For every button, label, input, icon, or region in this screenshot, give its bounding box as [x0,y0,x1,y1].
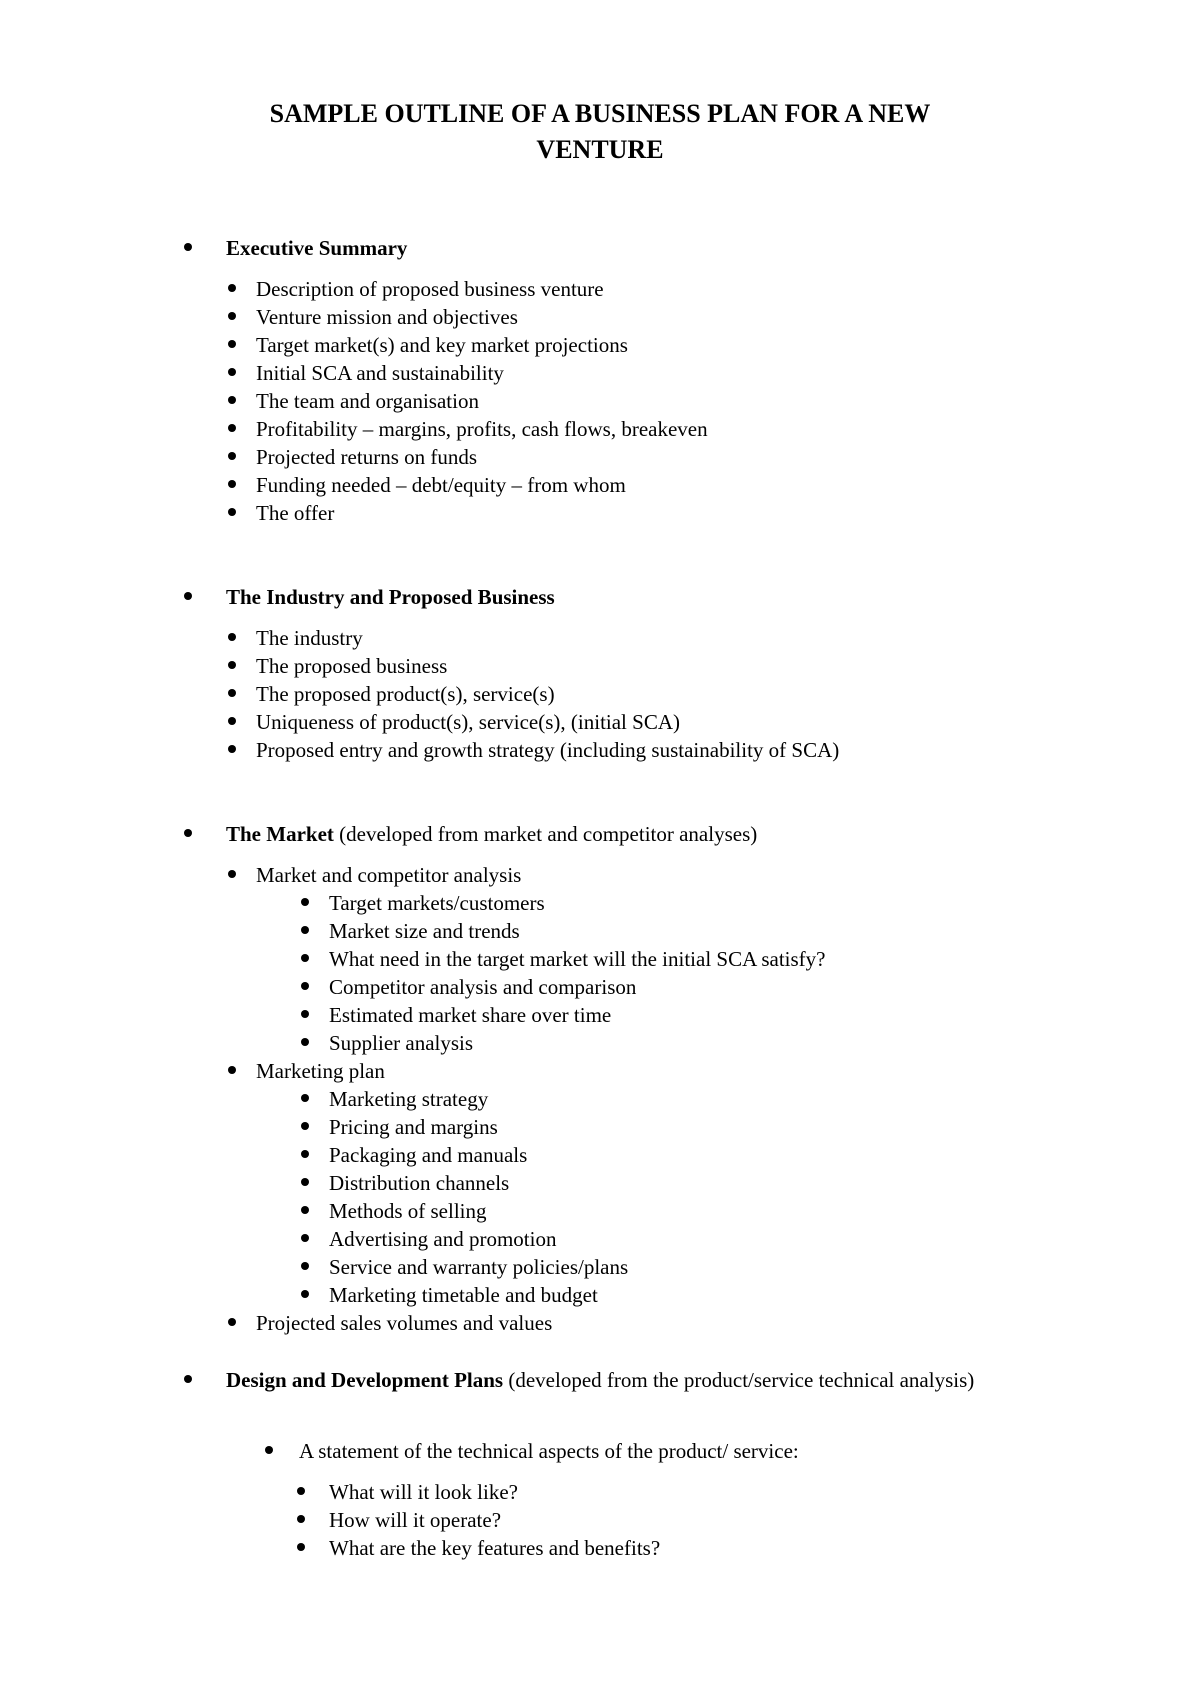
bullet-icon [301,1038,309,1046]
list-item: The team and organisation [256,389,479,413]
bullet-icon [228,717,236,725]
list-item: How will it operate? [329,1508,502,1532]
list-item: A statement of the technical aspects of the product/ service: [299,1439,799,1463]
bullet-icon [228,452,236,460]
list-item: The offer [256,501,335,525]
list-item: Market size and trends [329,919,520,943]
bullet-icon [301,1206,309,1214]
bullet-icon [184,592,192,600]
bullet-icon [228,508,236,516]
list-item: Proposed entry and growth strategy (including sustainability of SCA) [256,738,840,762]
list-item: What will it look like? [329,1480,518,1504]
list-item: Projected sales volumes and values [256,1311,553,1335]
list-item: Supplier analysis [329,1031,474,1055]
bullet-icon [228,312,236,320]
bullet-icon [301,1178,309,1186]
list-item: Marketing plan [256,1059,385,1083]
bullet-icon [228,1318,236,1326]
list-item: Methods of selling [329,1199,487,1223]
list-item: Pricing and margins [329,1115,498,1139]
list-item: Target markets/customers [329,891,545,915]
list-item: Advertising and promotion [329,1227,557,1251]
bullet-icon [301,1290,309,1298]
bullet-icon [228,689,236,697]
list-item: Distribution channels [329,1171,510,1195]
list-item: The industry [256,626,363,650]
list-item: Target market(s) and key market projections [256,333,628,357]
list-item: The proposed product(s), service(s) [256,682,555,706]
bullet-icon [228,284,236,292]
bullet-icon [301,926,309,934]
list-item: The proposed business [256,654,448,678]
list-item: Funding needed – debt/equity – from whom [256,473,626,497]
list-item: Venture mission and objectives [256,305,518,329]
list-item: Initial SCA and sustainability [256,361,504,385]
bullet-icon [228,368,236,376]
bullet-icon [301,1150,309,1158]
bullet-icon [228,633,236,641]
bullet-icon [228,870,236,878]
list-item: Service and warranty policies/plans [329,1255,629,1279]
list-item: Projected returns on funds [256,445,478,469]
list-item: Packaging and manuals [329,1143,528,1167]
bullet-icon [228,340,236,348]
list-item: What need in the target market will the initial SCA satisfy? [329,947,826,971]
bullet-icon [301,1234,309,1242]
bullet-icon [265,1446,273,1454]
bullet-icon [228,745,236,753]
bullet-icon [301,982,309,990]
bullet-icon [228,661,236,669]
bullet-icon [228,396,236,404]
bullet-icon [228,424,236,432]
bullet-icon [301,898,309,906]
bullet-icon [301,954,309,962]
bullet-icon [297,1543,305,1551]
bullet-icon [301,1122,309,1130]
bullet-icon [184,243,192,251]
title-line-1: SAMPLE OUTLINE OF A BUSINESS PLAN FOR A NEW [269,99,931,128]
list-item: Marketing timetable and budget [329,1283,598,1307]
title-line-2: VENTURE [536,135,664,164]
list-item: Uniqueness of product(s), service(s), (initial SCA) [256,710,680,734]
section-heading-note: (developed from the product/service technical analysis) [503,1368,975,1392]
document-title [200,96,1000,168]
section-heading-industry: The Industry and Proposed Business [226,585,555,609]
bullet-icon [297,1515,305,1523]
bullet-icon [184,829,192,837]
bullet-icon [301,1262,309,1270]
section-heading-note: (developed from market and competitor analyses) [333,822,758,846]
bullet-icon [297,1487,305,1495]
list-item: Competitor analysis and comparison [329,975,637,999]
list-item: Profitability – margins, profits, cash flows, breakeven [256,417,708,441]
list-item: Market and competitor analysis [256,863,522,887]
bullet-icon [228,480,236,488]
section-heading-market: The Market (developed from market and competitor analyses) [226,822,758,846]
list-item: Marketing strategy [329,1087,489,1111]
bullet-icon [228,1066,236,1074]
section-heading-design: Design and Development Plans (developed from the product/service technical analysis) [226,1368,975,1392]
list-item: Description of proposed business venture [256,277,604,301]
list-item: What are the key features and benefits? [329,1536,661,1560]
list-item: Estimated market share over time [329,1003,612,1027]
bullet-icon [301,1094,309,1102]
bullet-icon [184,1375,192,1383]
bullet-icon [301,1010,309,1018]
section-heading-executive-summary: Executive Summary [226,236,408,260]
